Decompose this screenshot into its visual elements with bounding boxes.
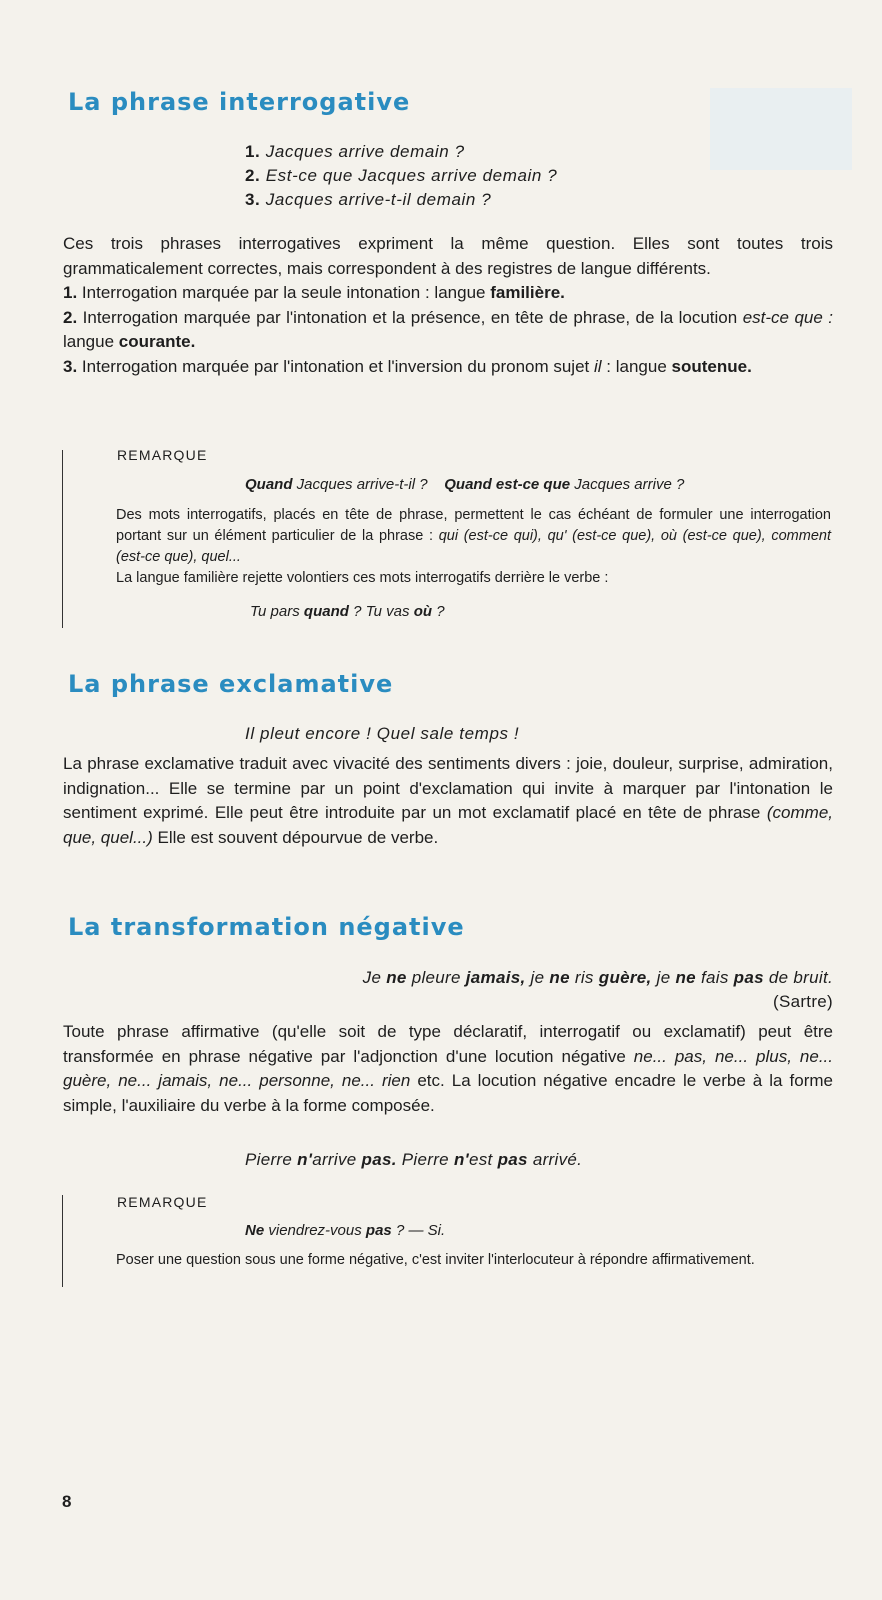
text-segment: ris <box>569 968 599 987</box>
negative-quote <box>243 966 833 1014</box>
text-segment: ne <box>549 968 570 987</box>
text-segment: pas <box>497 1150 528 1169</box>
remark-label-2: REMARQUE <box>117 1194 208 1210</box>
text-segment: n' <box>297 1150 313 1169</box>
exclamative-example: Il pleut encore ! Quel sale temps ! <box>245 724 520 743</box>
text-segment: pas <box>733 968 764 987</box>
remark-2-text: Poser une question sous une forme négative, c'est inviter l'interlocuteur à répondre affirmativement. <box>116 1252 755 1268</box>
text-segment: je <box>525 968 550 987</box>
page-number: 8 <box>62 1492 72 1511</box>
text-segment: ne <box>386 968 407 987</box>
remark-2-example: Ne viendrez-vous pas ? — Si. <box>245 1222 446 1239</box>
text-segment: est <box>469 1150 498 1169</box>
remark-example: Quand Jacques arrive-t-il ? Quand est-ce que Jacques arrive ? <box>245 476 685 493</box>
text-segment: Pierre <box>396 1150 454 1169</box>
text-segment: je <box>651 968 676 987</box>
example-3: 3. Jacques arrive-t-il demain ? <box>245 190 492 209</box>
text-segment: de bruit. <box>763 968 833 987</box>
remark-text: Des mots interrogatifs, placés en tête de phrase, permettent le cas échéant de formuler une interrogation portant sur un élément particulier de la phrase : qui (est-ce qui), qu' (est-ce que), où (est-ce que), comment (est-ce que), quel... La langue familière rejette volontiers ces mots interrogatifs derrière le verbe : <box>116 507 831 586</box>
example-2: 2. Est-ce que Jacques arrive demain ? <box>245 166 558 185</box>
remark-rule-2 <box>62 1195 63 1287</box>
heading-negative: La transformation négative <box>68 913 465 941</box>
negative-paragraph: Toute phrase affirmative (qu'elle soit de type déclaratif, interrogatif ou exclamatif) peut être transformée en phrase négative par l'adjonction d'une locution négative ne... pas, ne... plus, ne... guère, ne... jamais, ne... personne, ne... rien etc. La locution négative encadre le verbe à la forme simple, l'auxiliaire du verbe à la forme composée. <box>63 1022 833 1115</box>
text-segment: Pierre <box>245 1150 298 1169</box>
text-segment: arrive <box>312 1150 362 1169</box>
negative-example <box>245 1148 582 1172</box>
example-list <box>245 140 557 212</box>
remark-rule <box>62 450 63 628</box>
text-segment: ne <box>675 968 696 987</box>
text-segment: jamais, <box>465 968 526 987</box>
text-segment: fais <box>695 968 734 987</box>
text-segment: n' <box>453 1150 469 1169</box>
interrogative-paragraph: Ces trois phrases interrogatives expriment la même question. Elles sont toutes trois grammaticalement correctes, mais correspondent à des registres de langue différents. 1. Interrogation marquée par la seule intonation : langue familière. 2. Interrogation marquée par l'intonation et la présence, en tête de phrase, de la locution est-ce que : langue courante. 3. Interrogation marquée par l'intonation et l'inversion du pronom sujet il : langue soutenue. <box>63 234 833 376</box>
text-segment: pleure <box>406 968 466 987</box>
remark-label: REMARQUE <box>117 447 208 463</box>
remark-example-2: Tu pars quand ? Tu vas où ? <box>250 603 445 620</box>
text-segment: Je <box>362 968 387 987</box>
bleed-through-block <box>710 88 852 170</box>
exclamative-paragraph: La phrase exclamative traduit avec vivacité des sentiments divers : joie, douleur, surprise, admiration, indignation... Elle se termine par un point d'exclamation qui invite à marquer par l'intonation le sentiment exprimé. Elle peut être introduite par un mot exclamatif placé en tête de phrase (comme, que, quel...) Elle est souvent dépourvue de verbe. <box>63 754 833 847</box>
heading-exclamative: La phrase exclamative <box>68 670 394 698</box>
example-1: 1. Jacques arrive demain ? <box>245 142 465 161</box>
text-segment: guère, <box>598 968 652 987</box>
heading-interrogative: La phrase interrogative <box>68 88 411 116</box>
text-segment: arrivé. <box>527 1150 583 1169</box>
text-segment: pas. <box>361 1150 397 1169</box>
quote-author: (Sartre) <box>772 992 833 1011</box>
